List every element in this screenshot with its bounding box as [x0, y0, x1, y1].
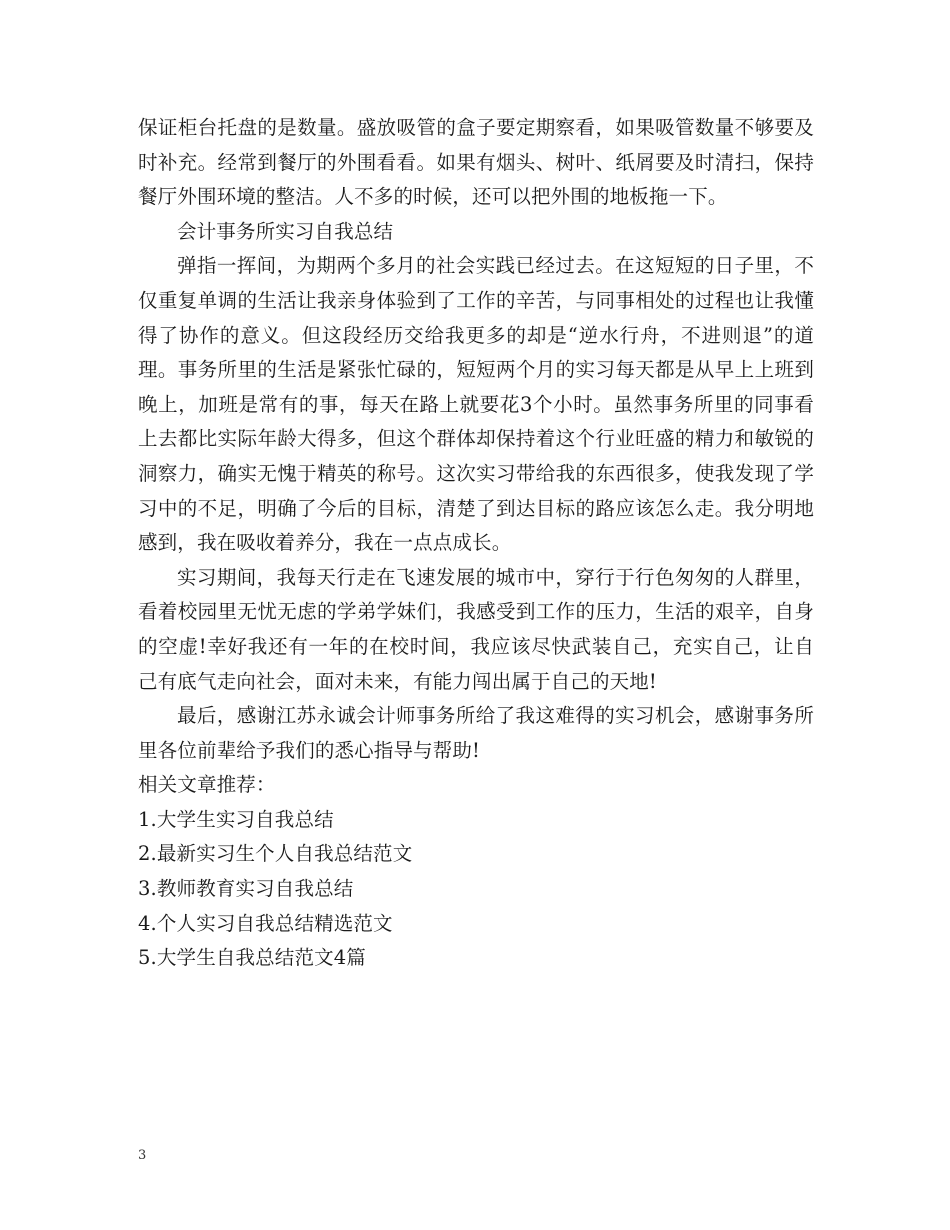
paragraph-continuation: 保证柜台托盘的是数量。盛放吸管的盒子要定期察看，如果吸管数量不够要及时补充。经常到餐厅的外围看看。如果有烟头、树叶、纸屑要及时清扫，保持餐厅外围环境的整洁。人不多的时候，还可以把外围的地板拖一下。	[138, 116, 814, 209]
related-article-link[interactable]: 2.最新实习生个人自我总结范文	[138, 842, 413, 866]
paragraph-intro: 弹指一挥间，为期两个多月的社会实践已经过去。在这短短的日子里，不仅重复单调的生活让我亲身体验到了工作的辛苦，与同事相处的过程也让我懂得了协作的意义。但这段经历交给我更多的却是“逆水行舟，不进则退”的道理。事务所里的生活是紧张忙碌的，短短两个月的实习每天都是从早上上班到晚上，加班是常有的事，每天在路上就要花3个小时。虽然事务所里的同事看上去都比实际年龄大得多，但这个群体却保持着这个行业旺盛的精力和敏锐的洞察力，确实无愧于精英的称号。这次实习带给我的东西很多，使我发现了学习中的不足，明确了今后的目标，清楚了到达目标的路应该怎么走。我分明地感到，我在吸收着养分，我在一点点成长。	[138, 254, 814, 555]
paragraph-internship-period: 实习期间，我每天行走在飞速发展的城市中，穿行于行色匆匆的人群里，看着校园里无忧无虑的学弟学妹们，我感受到工作的压力，生活的艰辛，自身的空虚!幸好我还有一年的在校时间，我应该尽快武装自己，充实自己，让自己有底气走向社会，面对未来，有能力闯出属于自己的天地!	[138, 565, 814, 693]
paragraph-thanks: 最后，感谢江苏永诚会计师事务所给了我这难得的实习机会，感谢事务所里各位前辈给予我们的悉心指导与帮助!	[138, 704, 814, 762]
related-article-link[interactable]: 1.大学生实习自我总结	[138, 807, 334, 831]
related-article-link[interactable]: 3.教师教育实习自我总结	[138, 877, 354, 901]
page-number: 3	[138, 1148, 147, 1163]
related-articles-list	[138, 803, 814, 976]
related-articles-heading: 相关文章推荐：	[138, 773, 276, 797]
related-article-link[interactable]: 5.大学生自我总结范文4篇	[138, 946, 366, 970]
section-title: 会计事务所实习自我总结	[177, 219, 394, 243]
related-article-link[interactable]: 4.个人实习自我总结精选范文	[138, 911, 393, 935]
document-body	[138, 111, 814, 976]
